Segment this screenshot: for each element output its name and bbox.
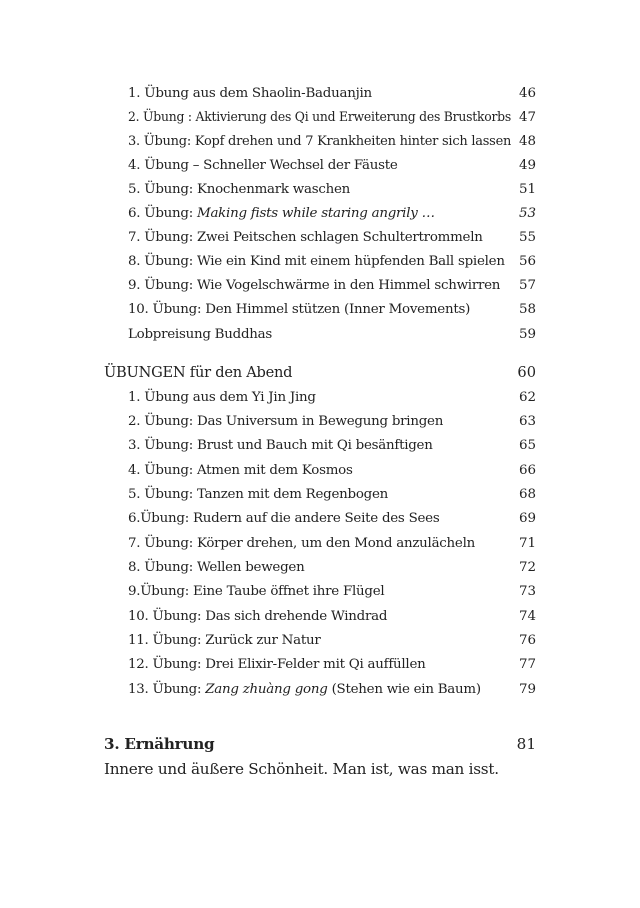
- toc-entry: [0, 434, 640, 458]
- toc-entry: [0, 154, 640, 178]
- toc-entry-title: [128, 202, 435, 226]
- toc-entry-title: 10. Übung: Den Himmel stützen (Inner Movements): [128, 302, 471, 317]
- section-title: ÜBUNGEN für den Abend: [104, 364, 293, 381]
- toc-entry-page: 69: [518, 511, 536, 526]
- toc-entry-page: 68: [518, 487, 536, 502]
- toc-entry: [0, 459, 640, 483]
- toc-entry-page: 51: [518, 182, 536, 197]
- toc-entry-title: 7. Übung: Körper drehen, um den Mond anzulächeln: [128, 536, 476, 551]
- toc-entry-page: 53: [518, 206, 536, 221]
- toc-entry-title: 9. Übung: Wie Vogelschwärme in den Himmel schwirren: [128, 278, 501, 293]
- toc-entry-page: 76: [518, 633, 536, 648]
- toc-entry-title: Lobpreisung Buddhas: [128, 327, 272, 342]
- toc-entry-title: 8. Übung: Wie ein Kind mit einem hüpfenden Ball spielen: [128, 254, 505, 269]
- toc-entry: [0, 226, 640, 250]
- toc-entry-title: 11. Übung: Zurück zur Natur: [128, 633, 321, 648]
- toc-entry-page: 55: [518, 230, 536, 245]
- toc-entry-page: 62: [518, 390, 536, 405]
- toc-entry-title: 5. Übung: Tanzen mit dem Regenbogen: [128, 487, 389, 502]
- toc-entry-page: 58: [518, 302, 536, 317]
- toc-section-heading: [0, 361, 640, 385]
- toc-chapter-heading: [0, 732, 640, 756]
- chapter-page: 81: [516, 735, 536, 753]
- toc-entry-page: 77: [518, 657, 536, 672]
- toc-entry-page: 46: [518, 86, 536, 101]
- toc-entry: [0, 274, 640, 298]
- toc-entry-page: 79: [518, 682, 536, 697]
- toc-entry: [0, 386, 640, 410]
- toc-entry: [0, 532, 640, 556]
- toc-entry: [0, 483, 640, 507]
- toc-entry-title: 1. Übung aus dem Shaolin-Baduanjin: [128, 86, 372, 101]
- toc-entry-page: 56: [518, 254, 536, 269]
- toc-entry-title: 4. Übung – Schneller Wechsel der Fäuste: [128, 158, 398, 173]
- toc-entry-page: 74: [518, 609, 536, 624]
- toc-entry-prefix: 13. Übung:: [128, 682, 206, 697]
- toc-entry: [0, 298, 640, 322]
- toc-entry-title: 12. Übung: Drei Elixir-Felder mit Qi auffüllen: [128, 657, 426, 672]
- toc-entry: [0, 106, 640, 130]
- toc-entry-title: 2. Übung: Das Universum in Bewegung bringen: [128, 414, 444, 429]
- toc-entry-title: 5. Übung: Knochenmark waschen: [128, 182, 351, 197]
- toc-entry: [0, 178, 640, 202]
- toc-chapter-subtitle: [0, 757, 640, 781]
- toc-entry-title: 9.Übung: Eine Taube öffnet ihre Flügel: [128, 584, 385, 599]
- toc-entry: [0, 323, 640, 347]
- toc-entry-page: 48: [518, 134, 536, 149]
- toc-entry-page: 66: [518, 463, 536, 478]
- toc-entry-title: 3. Übung: Kopf drehen und 7 Krankheiten hinter sich lassen: [128, 134, 512, 149]
- toc-entry-page: 57: [518, 278, 536, 293]
- toc-entry-page: 65: [518, 438, 536, 453]
- toc-entry: [0, 653, 640, 677]
- toc-entry-prefix: 6. Übung:: [128, 206, 197, 221]
- toc-entry-page: 49: [518, 158, 536, 173]
- toc-entry-italic-title: Making fists while staring angrily …: [196, 206, 435, 221]
- toc-entry-page: 63: [518, 414, 536, 429]
- toc-entry: [0, 202, 640, 226]
- toc-entry-title: 6.Übung: Rudern auf die andere Seite des Sees: [128, 511, 440, 526]
- toc-entry-title: 8. Übung: Wellen bewegen: [128, 560, 305, 575]
- toc-entry-page: 59: [518, 327, 536, 342]
- toc-entry-italic-title: Zang zhuàng gong: [205, 682, 328, 697]
- toc-entry-suffix: (Stehen wie ein Baum): [327, 682, 481, 697]
- toc-entry: [0, 250, 640, 274]
- toc-entry-page: 47: [518, 110, 536, 125]
- toc-entry-page: 71: [518, 536, 536, 551]
- toc-entry-title: 1. Übung aus dem Yi Jin Jing: [128, 390, 316, 405]
- toc-entry-title: [128, 678, 481, 702]
- toc-entry-title: 2. Übung : Aktivierung des Qi und Erweiterung des Brustkorbs: [128, 110, 511, 125]
- toc-entry-title: 4. Übung: Atmen mit dem Kosmos: [128, 463, 353, 478]
- toc-entry: [0, 507, 640, 531]
- toc-entry: [0, 410, 640, 434]
- toc-entry-page: 72: [518, 560, 536, 575]
- section-page: 60: [517, 364, 536, 381]
- toc-entry-title: 10. Übung: Das sich drehende Windrad: [128, 609, 388, 624]
- toc-entry: [0, 82, 640, 106]
- chapter-title: 3. Ernährung: [104, 735, 215, 753]
- toc-entry-title: 3. Übung: Brust und Bauch mit Qi besänftigen: [128, 438, 433, 453]
- toc-entry: [0, 605, 640, 629]
- toc-entry-title: 7. Übung: Zwei Peitschen schlagen Schultertrommeln: [128, 230, 483, 245]
- toc-entry: [0, 678, 640, 702]
- toc-entry: [0, 130, 640, 154]
- toc-entry: [0, 580, 640, 604]
- chapter-subtitle: Innere und äußere Schönheit. Man ist, was man isst.: [104, 760, 499, 778]
- toc-entry: [0, 629, 640, 653]
- toc-entry-page: 73: [518, 584, 536, 599]
- toc-entry: [0, 556, 640, 580]
